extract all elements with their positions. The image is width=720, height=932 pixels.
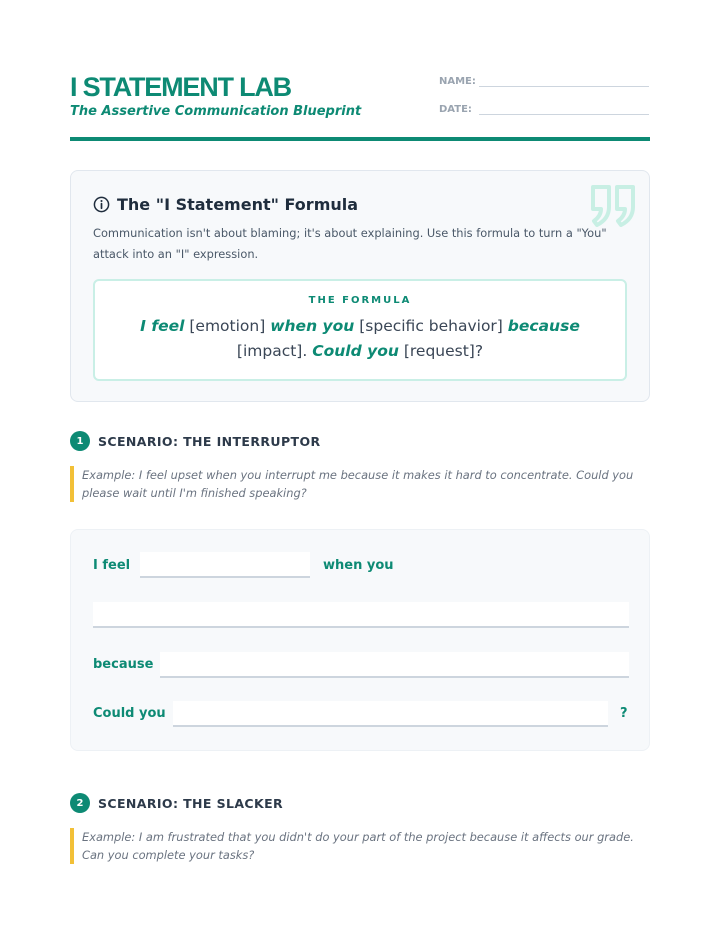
- header-divider: [70, 137, 650, 141]
- scenario-number-badge: 2: [70, 793, 90, 813]
- formula-text: [95, 314, 625, 364]
- date-field[interactable]: [479, 114, 649, 115]
- behavior-input[interactable]: [93, 602, 629, 628]
- question-mark: ?: [620, 706, 628, 721]
- scenario-1-header: [70, 431, 321, 451]
- name-label: NAME:: [439, 76, 476, 87]
- scenario-2-header: [70, 793, 283, 813]
- info-icon: [93, 196, 110, 213]
- scenario-2-example: Example: I am frustrated that you didn't do your part of the project because it affects our grade. Can you complete your tasks?: [70, 828, 650, 864]
- worksheet-header: [70, 70, 650, 142]
- date-label: DATE:: [439, 104, 472, 115]
- formula-placeholder-impact: [impact].: [236, 342, 308, 360]
- scenario-1-example: Example: I feel upset when you interrupt me because it makes it hard to concentrate. Could you please wait until I'm finished speaking?: [70, 466, 650, 502]
- scenario-number-badge: 1: [70, 431, 90, 451]
- impact-input[interactable]: [160, 652, 629, 678]
- formula-card: [70, 170, 650, 402]
- formula-placeholder-behavior: [specific behavior]: [359, 317, 503, 335]
- formula-card-header: [93, 195, 358, 214]
- formula-keyword-when-you: when you: [270, 317, 355, 335]
- could-you-label: Could you: [93, 706, 166, 721]
- formula-keyword-i-feel: I feel: [140, 317, 185, 335]
- formula-keyword-because: because: [507, 317, 580, 335]
- name-row: [439, 76, 649, 87]
- formula-box: [93, 279, 627, 381]
- emotion-input[interactable]: [140, 552, 310, 578]
- scenario-title: SCENARIO: THE SLACKER: [98, 795, 284, 811]
- when-you-label: when you: [323, 558, 394, 573]
- because-label: because: [93, 657, 154, 672]
- request-input[interactable]: [173, 701, 608, 727]
- page-title: I STATEMENT LAB: [70, 72, 291, 102]
- formula-card-title: The "I Statement" Formula: [117, 195, 359, 214]
- page-subtitle: The Assertive Communication Blueprint: [70, 104, 362, 119]
- scenario-title: SCENARIO: THE INTERRUPTOR: [98, 433, 321, 449]
- formula-description: Communication isn't about blaming; it's about explaining. Use this formula to turn a "You" attack into an "I" expression.: [93, 226, 607, 261]
- date-row: [439, 104, 649, 115]
- formula-placeholder-emotion: [emotion]: [189, 317, 266, 335]
- formula-label: THE FORMULA: [308, 295, 412, 306]
- formula-placeholder-request: [request]?: [403, 342, 484, 360]
- formula-keyword-could-you: Could you: [312, 342, 399, 360]
- i-feel-label: I feel: [93, 558, 131, 573]
- name-field[interactable]: [479, 86, 649, 87]
- scenario-1-fill-card: [70, 529, 650, 751]
